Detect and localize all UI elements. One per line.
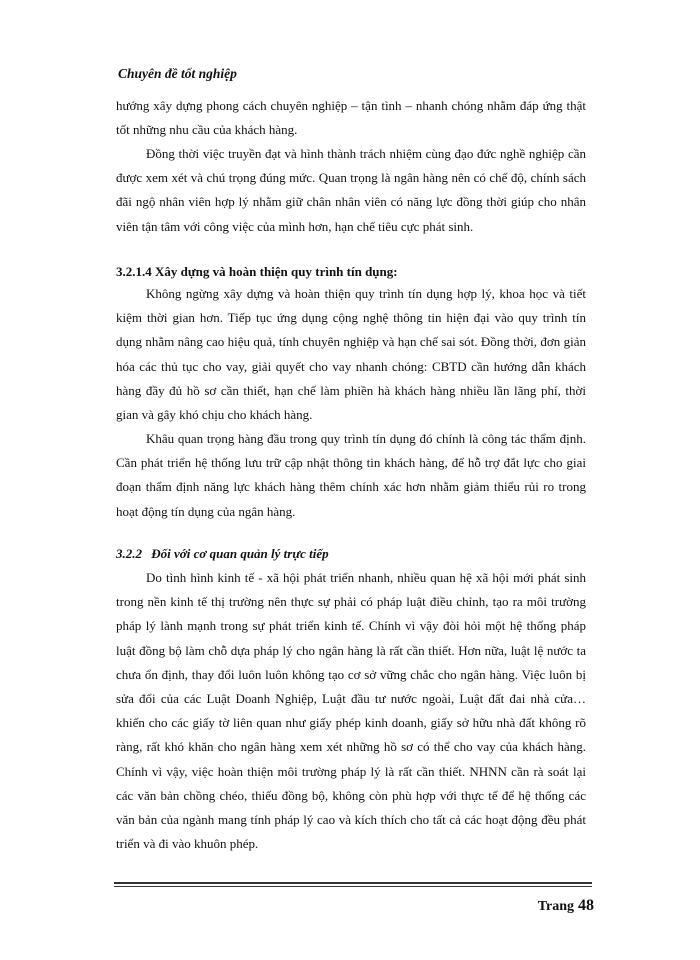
footer-divider-thin (114, 886, 592, 887)
page-label: Trang (537, 899, 574, 914)
section-heading-3-2-2 (116, 546, 329, 562)
footer-divider-thick (114, 882, 592, 884)
paragraph-1: hướng xây dựng phong cách chuyên nghiệp – tận tình – nhanh chóng nhằm đáp ứng thật tốt những nhu cầu của khách hàng. (116, 98, 586, 138)
section-number: 3.2.2 (116, 546, 142, 561)
page-number (538, 897, 594, 915)
section-heading-3-2-1-4: 3.2.1.4 Xây dựng và hoàn thiện quy trình tín dụng: (116, 264, 398, 279)
page-value: 48 (578, 897, 594, 914)
paragraph-5: Do tình hình kinh tế - xã hội phát triển nhanh, nhiều quan hệ xã hội mới phát sinh trong nền kinh tế thị trường nên thực sự phải có pháp luật điều chỉnh, tạo ra môi trường pháp lý lành mạnh trong sự phát triển kinh tế. Chính vì vậy đòi hỏi một hệ thống pháp luật đồng bộ làm chỗ dựa pháp lý cho ngân hàng là rất cần thiết. Hơn nữa, luật lệ nước ta chưa ổn định, thay đổi luôn luôn không tạo cơ sở vững chắc cho ngân hàng. Việc luôn bị sửa đổi của các Luật Doanh Nghiệp, Luật đầu tư nước ngoài, Luật đất đai nhà cửa… khiến cho các giấy tờ liên quan như giấy phép kinh doanh, giấy sở hữu nhà đất không rõ ràng, rất khó khăn cho ngân hàng xem xét những hồ sơ có thể cho vay của khách hàng. Chính vì vậy, việc hoàn thiện môi trường pháp lý là rất cần thiết. NHNN cần rà soát lại các văn bản chồng chéo, thiếu đồng bộ, không còn phù hợp với thực tế để hệ thống các văn bản của ngành mang tính pháp lý cao và kích thích cho tất cả các hoạt động đều phát triển và đi vào khuôn phép. (116, 570, 586, 852)
paragraph-3: Không ngừng xây dựng và hoàn thiện quy trình tín dụng hợp lý, khoa học và tiết kiệm thời gian hơn. Tiếp tục ứng dụng cộng nghệ thông tin hiện đại vào quy trình tín dụng nhằm nâng cao hiệu quả, tính chuyên nghiệp và hạn chế sai sót. Đồng thời, đơn giản hóa các thủ tục cho vay, giải quyết cho vay nhanh chóng: CBTD cần hướng dẫn khách hàng đầy đủ hồ sơ cần thiết, hạn chế làm phiền hà khách hàng nhiều lần lãng phí, thời gian và gây khó chịu cho khách hàng. (116, 286, 586, 423)
paragraph-4: Khâu quan trọng hàng đầu trong quy trình tín dụng đó chính là công tác thẩm định. Cần phát triển hệ thống lưu trữ cập nhật thông tin khách hàng, để hỗ trợ đắt lực cho giai đoạn thẩm định năng lực khách hàng thêm chính xác hơn nhằm giảm thiểu rủi ro trong hoạt động tín dụng của ngân hàng. (116, 431, 586, 519)
paragraph-2: Đồng thời việc truyền đạt và hình thành trách nhiệm cùng đạo đức nghề nghiệp cần được xem xét và chú trọng đúng mức. Quan trọng là ngân hàng nên có chế độ, chính sách đãi ngộ nhân viên hợp lý nhằm giữ chân nhân viên có năng lực đồng thời giúp cho nhân viên tận tâm với công việc của mình hơn, hạn chế tiêu cực phát sinh. (116, 146, 586, 234)
document-header: Chuyên đề tốt nghiệp (118, 66, 237, 81)
section-title: Đối với cơ quan quản lý trực tiếp (151, 546, 329, 561)
